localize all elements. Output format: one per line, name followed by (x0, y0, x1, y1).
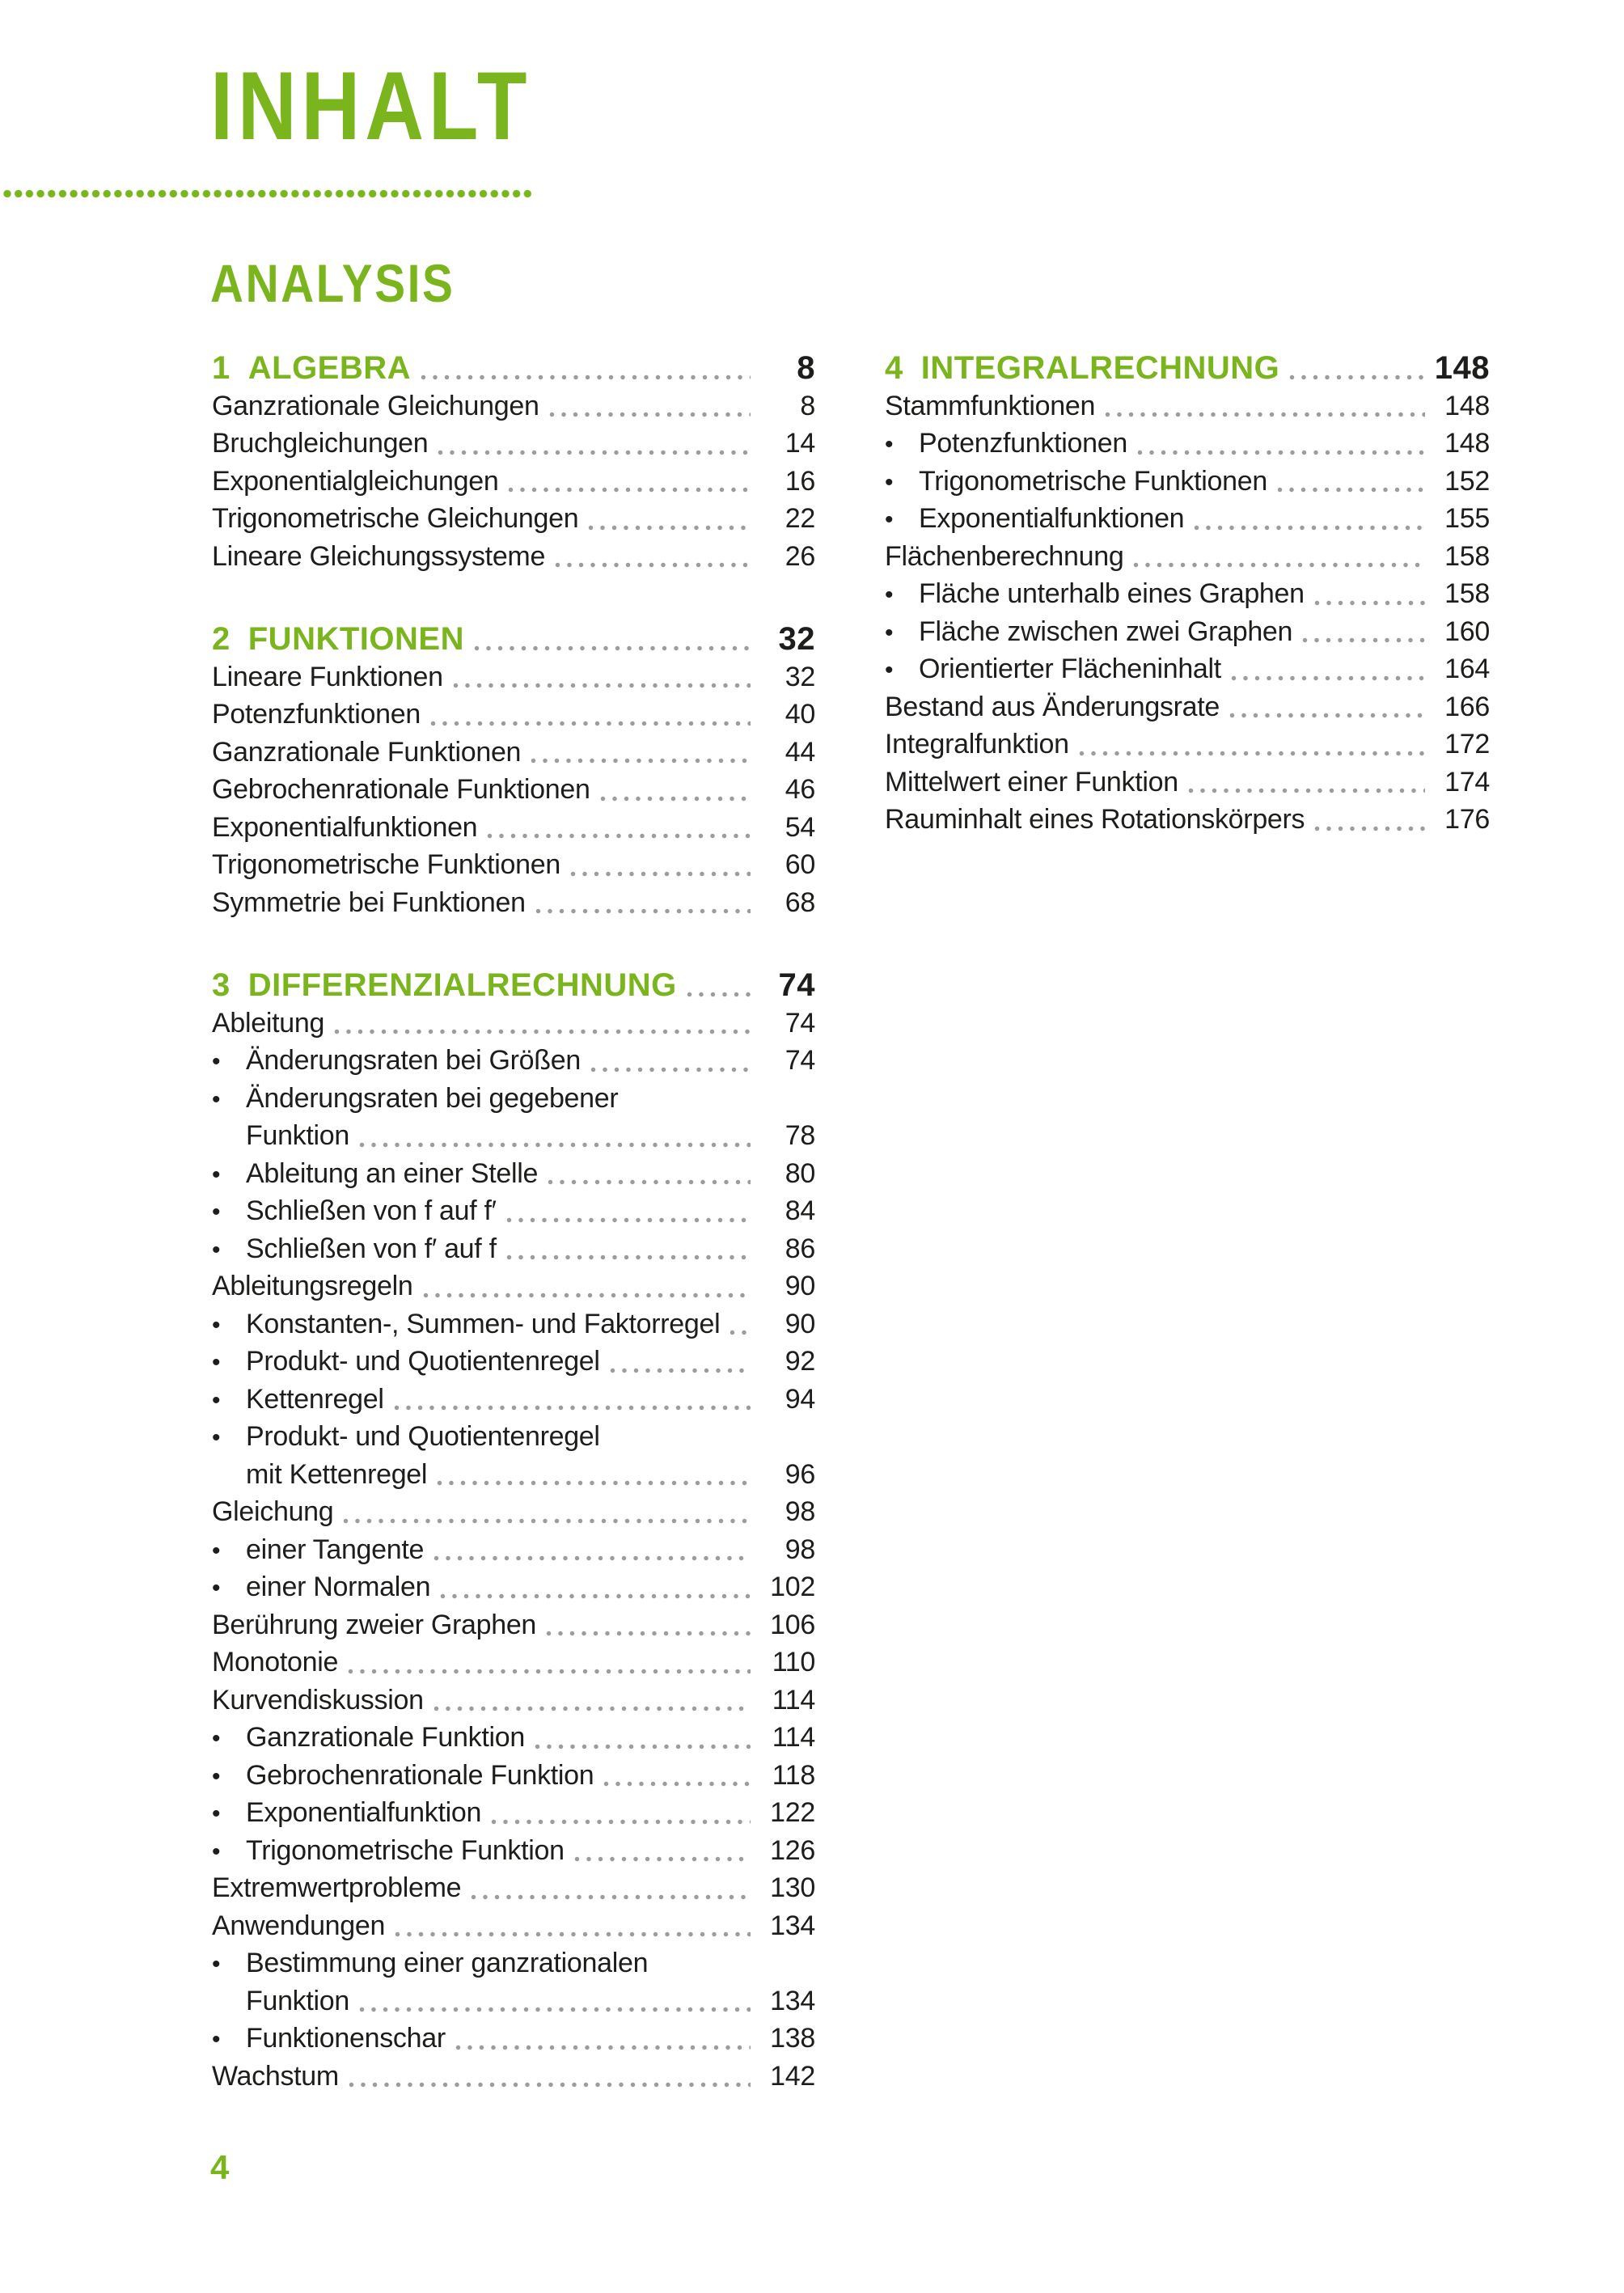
toc-entry-page-number: 148 (1444, 390, 1490, 421)
bullet-icon: • (212, 2026, 221, 2053)
bullet-icon: • (212, 1386, 221, 1414)
toc-entry-row (885, 764, 1490, 802)
dot-leader (1194, 525, 1425, 531)
toc-entry-row (212, 1493, 815, 1531)
toc-section-heading-row (885, 349, 1490, 387)
toc-entry-row (212, 1080, 815, 1118)
toc-entry-page-number: 86 (785, 1233, 815, 1264)
dot-leader (1133, 562, 1425, 568)
toc-entry-page-number: 74 (785, 1045, 815, 1076)
toc-entry-label: Änderungsraten bei gegebener (246, 1082, 619, 1114)
toc-entry-page-number: 158 (1444, 540, 1490, 572)
chapter-heading: ANALYSIS (210, 253, 455, 313)
dot-leader (574, 1856, 751, 1862)
dot-leader (1188, 788, 1425, 793)
toc-entry-page-number: 160 (1444, 616, 1490, 647)
toc-entry-row (885, 575, 1490, 613)
toc-entry-page-number: 22 (785, 503, 815, 534)
dotted-rule-decoration (3, 189, 534, 198)
toc-entry-row (885, 801, 1490, 839)
toc-entry-page-number: 122 (770, 1797, 815, 1828)
toc-section-page-number: 74 (778, 967, 815, 1003)
toc-entry-label: Schließen von f′ auf f (246, 1233, 497, 1264)
toc-entry-page-number: 102 (770, 1572, 815, 1602)
toc-entry-page-number: 126 (770, 1834, 815, 1866)
toc-entry-page-number: 92 (785, 1346, 815, 1377)
toc-entry-page-number: 166 (1444, 691, 1490, 722)
dot-leader (348, 1669, 751, 1674)
toc-entry-page-number: 78 (785, 1120, 815, 1151)
toc-entry-page-number: 94 (785, 1383, 815, 1415)
toc-section (212, 349, 815, 575)
dot-leader (506, 1254, 751, 1260)
toc-entry-label: Exponentialfunktionen (919, 503, 1185, 534)
toc-entry-page-number: 84 (785, 1195, 815, 1226)
toc-section-title: FUNKTIONEN (247, 621, 464, 657)
dot-leader (548, 1179, 751, 1185)
toc-entry-row (212, 1005, 815, 1043)
dot-leader (438, 450, 751, 455)
toc-entry-row (212, 846, 815, 884)
dot-leader (508, 487, 751, 493)
toc-entry-label: Trigonometrische Funktion (246, 1834, 565, 1866)
dot-leader (433, 1555, 751, 1561)
toc-section-number: 3 (212, 967, 230, 1003)
dot-leader (610, 1368, 751, 1373)
toc-entry-row (885, 425, 1490, 463)
toc-entry-label: Berührung zweier Graphen (212, 1609, 537, 1640)
dot-leader (555, 562, 751, 568)
toc-entry-row (212, 1869, 815, 1907)
toc-entry-label: Bruchgleichungen (212, 428, 429, 459)
dot-leader (471, 1894, 751, 1900)
toc-entry-row (212, 1381, 815, 1419)
dot-leader (531, 758, 751, 764)
dot-leader (549, 412, 751, 417)
toc-entry-label: Schließen von f auf f′ (246, 1195, 497, 1226)
toc-entry-page-number: 152 (1444, 465, 1490, 497)
bullet-icon: • (885, 657, 894, 683)
toc-section-number: 1 (212, 350, 230, 386)
toc-entry-row (885, 688, 1490, 726)
bullet-icon: • (885, 468, 894, 496)
toc-entry-row (212, 658, 815, 696)
toc-section-title: DIFFERENZIALRECHNUNG (247, 967, 677, 1003)
toc-entry-row (212, 387, 815, 425)
toc-entry-label: Bestand aus Änderungsrate (885, 691, 1220, 722)
toc-entry-page-number: 155 (1444, 503, 1490, 534)
bullet-icon: • (212, 1048, 221, 1075)
toc-entry-page-number: 172 (1444, 729, 1490, 759)
toc-entry-row (212, 1606, 815, 1644)
toc-entry-page-number: 142 (770, 2060, 815, 2092)
toc-entry-label: Monotonie (212, 1647, 339, 1677)
toc-section-number: 4 (885, 350, 903, 386)
toc-entry-page-number: 106 (770, 1609, 815, 1640)
toc-entry-row (212, 1644, 815, 1682)
toc-entry-page-number: 176 (1444, 804, 1490, 835)
toc-entry-label: Ganzrationale Funktion (246, 1722, 525, 1753)
toc-entry-page-number: 68 (785, 886, 815, 918)
toc-entry-row (212, 2020, 815, 2058)
toc-entry-label: Extremwertprobleme (212, 1872, 462, 1903)
toc-entry-row (212, 1832, 815, 1870)
dot-leader (395, 1931, 751, 1937)
dot-leader (474, 645, 751, 651)
dot-leader (349, 2082, 751, 2088)
dot-leader (487, 833, 751, 839)
dot-leader (1302, 637, 1425, 643)
bullet-icon: • (212, 1838, 221, 1865)
toc-entry-label: Produkt- und Quotientenregel (246, 1421, 600, 1452)
toc-entry-label: Kurvendiskussion (212, 1684, 424, 1716)
bullet-icon: • (885, 619, 894, 646)
dot-leader (453, 683, 751, 688)
toc-entry-label: Ableitung (212, 1007, 325, 1039)
toc-entry-label: Ganzrationale Gleichungen (212, 390, 539, 421)
toc-entry-label: Bestimmung einer ganzrationalen (246, 1948, 649, 1978)
toc-entry-label: Kettenregel (246, 1383, 384, 1415)
toc-entry-row (212, 1305, 815, 1343)
toc-section-heading-row (212, 967, 815, 1005)
toc-entry-page-number: 90 (785, 1271, 815, 1301)
toc-entry-page-number: 90 (785, 1308, 815, 1339)
toc-column-2 (885, 349, 1490, 884)
toc-entry-page-number: 164 (1444, 654, 1490, 684)
dot-leader (437, 1480, 751, 1486)
bullet-icon: • (212, 1762, 221, 1790)
toc-entry-page-number: 98 (785, 1534, 815, 1565)
toc-entry-page-number: 26 (785, 540, 815, 572)
toc-entry-page-number: 110 (772, 1647, 815, 1677)
toc-entry-row (212, 1155, 815, 1193)
toc-entry-row (212, 1267, 815, 1305)
dot-leader (1289, 374, 1425, 380)
bullet-icon: • (212, 1951, 221, 1978)
toc-entry-row (885, 538, 1490, 576)
dot-leader (603, 1781, 751, 1787)
toc-entry-row (212, 734, 815, 772)
folio-page-number: 4 (210, 2148, 230, 2186)
toc-section-page-number: 8 (797, 350, 815, 386)
dot-leader (687, 992, 751, 997)
bullet-icon: • (212, 1349, 221, 1376)
toc-entry-label: Mittelwert einer Funktion (885, 766, 1178, 797)
toc-entry-label: Rauminhalt eines Rotationskörpers (885, 804, 1305, 835)
toc-entry-label: Orientierter Flächeninhalt (919, 654, 1221, 684)
toc-entry-row (212, 771, 815, 809)
toc-entry-label: Trigonometrische Gleichungen (212, 503, 579, 534)
toc-entry-row (212, 1757, 815, 1795)
dot-leader (433, 1706, 751, 1711)
dot-leader (455, 2045, 751, 2050)
toc-entry-label: Wachstum (212, 2060, 339, 2092)
toc-section-title: INTEGRALRECHNUNG (920, 350, 1280, 386)
dot-leader (590, 1067, 751, 1072)
dot-leader (359, 2007, 751, 2012)
toc-entry-row (212, 1456, 815, 1494)
dot-leader (1229, 713, 1425, 718)
toc-entry-label: Ableitungsregeln (212, 1271, 413, 1301)
toc-entry-row (885, 500, 1490, 538)
toc-entry-page-number: 54 (785, 811, 815, 843)
toc-entry-label: Stammfunktionen (885, 390, 1096, 421)
dot-leader (535, 908, 751, 914)
bullet-icon: • (212, 1575, 221, 1601)
toc-entry-page-number: 32 (785, 661, 815, 692)
dot-leader (423, 1292, 751, 1298)
toc-entry-row (885, 463, 1490, 501)
bullet-icon: • (212, 1800, 221, 1827)
toc-entry-page-number: 158 (1444, 578, 1490, 609)
toc-entry-label: Änderungsraten bei Größen (246, 1045, 581, 1076)
toc-entry-page-number: 14 (785, 428, 815, 459)
dot-leader (1137, 450, 1425, 455)
toc-entry-label: Lineare Funktionen (212, 661, 443, 692)
dot-leader (1079, 751, 1425, 756)
dot-leader (421, 374, 751, 380)
dot-leader (588, 525, 751, 531)
toc-entry-label: mit Kettenregel (246, 1458, 428, 1490)
toc-entry-row (212, 1531, 815, 1569)
toc-entry-row (212, 1682, 815, 1720)
bullet-icon: • (212, 1236, 221, 1263)
bullet-icon: • (212, 1311, 221, 1339)
dot-leader (491, 1819, 751, 1825)
bullet-icon: • (885, 506, 894, 533)
toc-entry-row (212, 1982, 815, 2020)
dot-leader (506, 1217, 751, 1223)
dot-leader (440, 1593, 751, 1599)
toc-entry-page-number: 118 (772, 1759, 815, 1791)
toc-entry-page-number: 134 (770, 1910, 815, 1941)
toc-entry-page-number: 134 (770, 1985, 815, 2016)
toc-entry-row (212, 884, 815, 922)
bullet-icon: • (885, 582, 894, 608)
toc-entry-label: Gebrochenrationale Funktion (246, 1759, 594, 1791)
toc-entry-page-number: 130 (770, 1872, 815, 1903)
toc-entry-page-number: 8 (800, 390, 815, 421)
toc-entry-label: Ganzrationale Funktionen (212, 736, 522, 768)
toc-entry-page-number: 16 (785, 465, 815, 497)
toc-section-number: 2 (212, 621, 230, 657)
toc-entry-row (212, 1944, 815, 1982)
toc-entry-row (212, 1117, 815, 1155)
dot-leader (394, 1405, 751, 1411)
toc-entry-label: einer Normalen (246, 1572, 431, 1602)
toc-entry-row (212, 696, 815, 734)
toc-entry-label: Anwendungen (212, 1910, 386, 1941)
bullet-icon: • (212, 1161, 221, 1188)
toc-entry-row (212, 1907, 815, 1945)
toc-entry-label: Potenzfunktionen (212, 699, 421, 730)
toc-entry-label: Funktionenschar (246, 2023, 446, 2054)
toc-section (212, 967, 815, 2095)
dot-leader (1105, 412, 1425, 417)
toc-entry-page-number: 114 (772, 1684, 815, 1716)
toc-entry-label: Symmetrie bei Funktionen (212, 886, 526, 918)
toc-entry-label: Trigonometrische Funktionen (919, 465, 1267, 497)
toc-entry-page-number: 40 (785, 699, 815, 730)
toc-entry-row (212, 1794, 815, 1832)
toc-entry-label: Funktion (246, 1120, 350, 1151)
toc-entry-row (212, 1719, 815, 1757)
toc-entry-row (212, 538, 815, 576)
toc-entry-label: einer Tangente (246, 1534, 425, 1565)
toc-entry-label: Exponentialfunktion (246, 1797, 482, 1828)
toc-entry-label: Potenzfunktionen (919, 428, 1127, 459)
toc-section-title: ALGEBRA (247, 350, 412, 386)
toc-entry-label: Konstanten-, Summen- und Faktorregel (246, 1308, 721, 1339)
toc-column-1 (212, 349, 815, 2140)
toc-entry-row (212, 2058, 815, 2096)
dot-leader (430, 721, 751, 726)
toc-entry-label: Exponentialgleichungen (212, 465, 499, 497)
toc-entry-row (212, 809, 815, 847)
toc-entry-row (885, 387, 1490, 425)
dot-leader (600, 796, 751, 802)
toc-entry-page-number: 148 (1444, 428, 1490, 459)
dot-leader (1314, 826, 1425, 831)
toc-entry-row (212, 500, 815, 538)
toc-entry-label: Integralfunktion (885, 729, 1069, 759)
toc-entry-label: Ableitung an einer Stelle (246, 1157, 539, 1189)
dot-leader (546, 1631, 751, 1636)
toc-entry-label: Produkt- und Quotientenregel (246, 1346, 600, 1377)
toc-entry-page-number: 74 (785, 1007, 815, 1039)
toc-entry-row (885, 613, 1490, 651)
bullet-icon: • (212, 1537, 221, 1564)
toc-entry-row (212, 1042, 815, 1080)
dot-leader (1231, 675, 1425, 681)
toc-section-page-number: 32 (778, 621, 815, 657)
bullet-icon: • (212, 1199, 221, 1225)
toc-entry-page-number: 98 (785, 1496, 815, 1527)
toc-entry-row (212, 425, 815, 463)
toc-entry-row (212, 1418, 815, 1456)
dot-leader (730, 1330, 751, 1335)
toc-entry-page-number: 96 (785, 1458, 815, 1490)
toc-section-heading-row (212, 349, 815, 387)
toc-section-page-number: 148 (1434, 350, 1490, 386)
toc-section-heading-row (212, 620, 815, 658)
toc-entry-row (212, 1230, 815, 1268)
bullet-icon: • (212, 1085, 221, 1113)
toc-entry-row (885, 726, 1490, 764)
toc-entry-page-number: 114 (772, 1722, 815, 1753)
toc-entry-label: Lineare Gleichungssysteme (212, 540, 546, 572)
toc-entry-label: Fläche zwischen zwei Graphen (919, 616, 1293, 647)
toc-section (212, 620, 815, 921)
toc-entry-page-number: 46 (785, 774, 815, 805)
dot-leader (1314, 600, 1425, 606)
toc-entry-page-number: 174 (1444, 766, 1490, 797)
dot-leader (334, 1029, 751, 1034)
dot-leader (570, 871, 751, 877)
toc-entry-label: Flächenberechnung (885, 540, 1124, 572)
bullet-icon: • (212, 1424, 221, 1451)
dot-leader (343, 1518, 751, 1524)
page-title: INHALT (210, 52, 532, 160)
toc-entry-row (212, 463, 815, 501)
toc-entry-label: Funktion (246, 1985, 350, 2016)
bullet-icon: • (885, 431, 894, 458)
toc-entry-row (212, 1343, 815, 1381)
toc-entry-label: Gleichung (212, 1496, 334, 1527)
toc-entry-label: Exponentialfunktionen (212, 811, 478, 843)
toc-entry-page-number: 138 (770, 2023, 815, 2054)
dot-leader (535, 1744, 751, 1749)
toc-entry-label: Fläche unterhalb eines Graphen (919, 578, 1305, 609)
dot-leader (359, 1142, 751, 1148)
toc-entry-page-number: 80 (785, 1157, 815, 1189)
toc-entry-row (212, 1568, 815, 1606)
toc-entry-label: Trigonometrische Funktionen (212, 849, 560, 880)
dot-leader (1277, 487, 1425, 493)
bullet-icon: • (212, 1725, 221, 1752)
toc-entry-row (212, 1192, 815, 1230)
toc-entry-page-number: 44 (785, 736, 815, 768)
toc-entry-label: Gebrochenrationale Funktionen (212, 774, 590, 805)
toc-section (885, 349, 1490, 839)
toc-entry-row (885, 650, 1490, 688)
toc-entry-page-number: 60 (785, 849, 815, 880)
